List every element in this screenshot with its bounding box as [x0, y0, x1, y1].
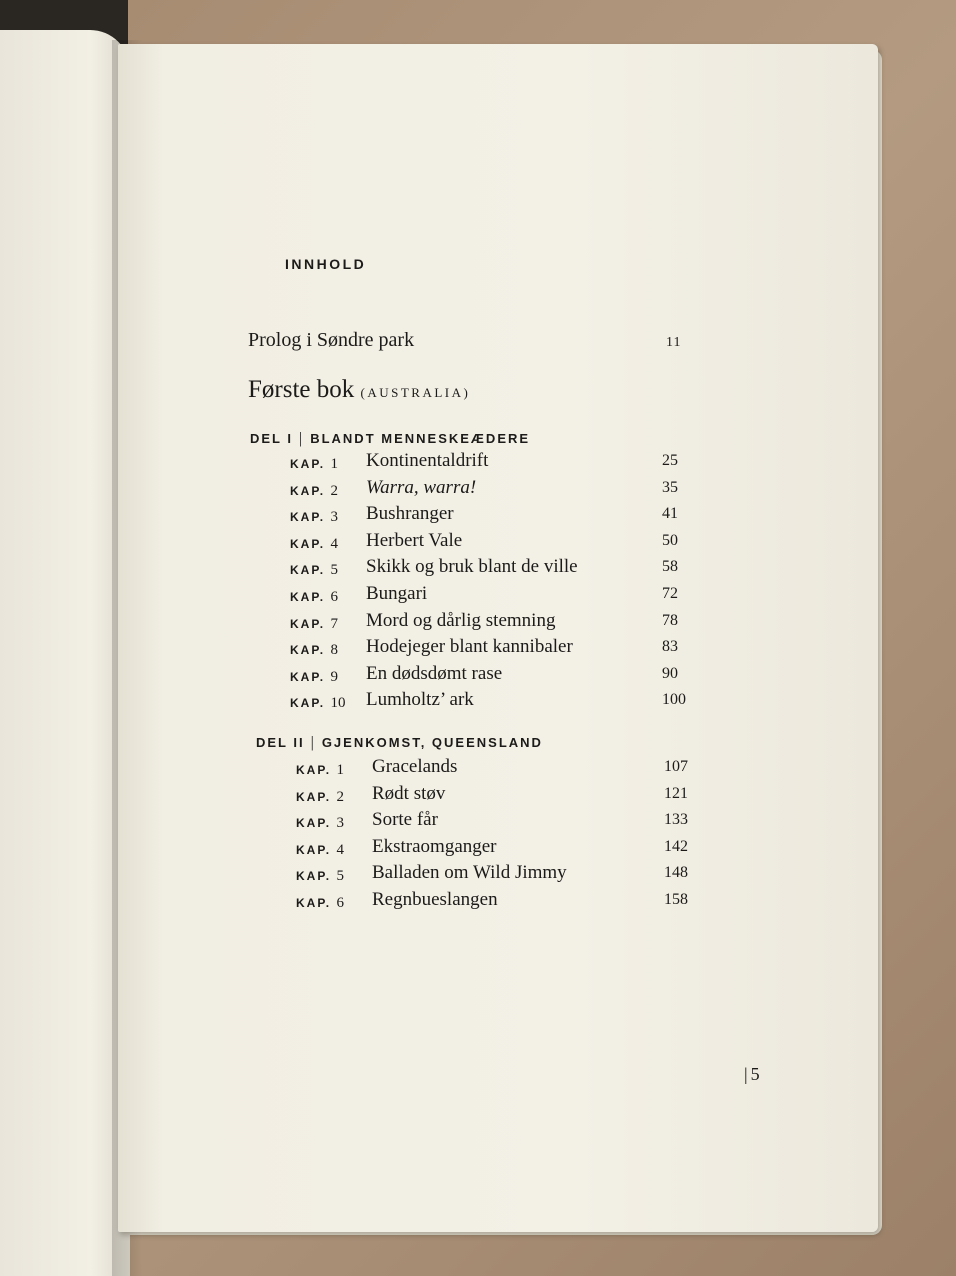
- chapter-title: Hodejeger blant kannibaler: [366, 636, 573, 658]
- chapter-title: Herbert Vale: [366, 529, 463, 551]
- chapter-kap-word: KAP.: [290, 563, 326, 578]
- part-separator: |: [310, 734, 316, 751]
- book-title-text: Første bok: [248, 376, 355, 403]
- chapter-page: 100: [662, 691, 686, 709]
- chapter-page: 35: [662, 478, 678, 496]
- chapter-number: 2: [336, 788, 344, 805]
- chapter-title: Rødt støv: [372, 782, 446, 804]
- chapter-kap-word: KAP.: [296, 816, 332, 831]
- chapter-title: En dødsdømt rase: [366, 662, 503, 684]
- part-2-chapter-list: [296, 756, 696, 916]
- chapter-label: [296, 842, 368, 859]
- chapter-number: 8: [330, 642, 338, 659]
- page-number: [744, 1064, 760, 1085]
- chapter-kap-word: KAP.: [290, 696, 326, 711]
- chapter-page: 50: [662, 531, 678, 549]
- chapter-page: 148: [664, 864, 688, 882]
- toc-chapter-item: [290, 530, 690, 557]
- chapter-kap-word: KAP.: [296, 869, 332, 884]
- part-1-chapter-list: [290, 450, 690, 716]
- toc-chapter-item: [296, 756, 696, 783]
- chapter-label: [290, 456, 362, 473]
- folio-number: 5: [750, 1064, 760, 1084]
- chapter-kap-word: KAP.: [290, 616, 326, 631]
- book-subtitle: (AUSTRALIA): [360, 385, 471, 400]
- toc-chapter-item: [290, 450, 690, 477]
- toc-chapter-item: [290, 503, 690, 530]
- toc-prolog-page: 11: [666, 335, 682, 350]
- toc-chapter-item: [296, 836, 696, 863]
- chapter-number: 9: [330, 668, 338, 685]
- chapter-kap-word: KAP.: [290, 589, 326, 604]
- chapter-page: 72: [662, 584, 678, 602]
- book-title: [248, 376, 470, 404]
- chapter-page: 107: [664, 758, 688, 775]
- chapter-title: Lumholtz’ ark: [366, 689, 474, 711]
- toc-chapter-item: [290, 477, 690, 504]
- toc-heading: INNHOLD: [285, 256, 367, 272]
- chapter-label: [290, 695, 362, 712]
- left-page: [0, 30, 130, 1276]
- chapter-number: 7: [330, 615, 338, 632]
- chapter-title: Warra, warra!: [366, 476, 477, 498]
- chapter-label: [290, 589, 362, 606]
- chapter-kap-word: KAP.: [296, 763, 332, 777]
- toc-chapter-item: [290, 556, 690, 583]
- chapter-number: 3: [330, 509, 338, 526]
- chapter-kap-word: KAP.: [296, 895, 332, 910]
- chapter-title: Skikk og bruk blant de ville: [366, 556, 578, 578]
- part-separator: |: [299, 430, 305, 447]
- right-page: [118, 44, 878, 1232]
- toc-chapter-item: [296, 862, 696, 889]
- chapter-kap-word: KAP.: [296, 842, 332, 857]
- chapter-page: 133: [664, 811, 688, 829]
- chapter-page: 83: [662, 638, 678, 656]
- chapter-label: [290, 562, 362, 579]
- chapter-label: [290, 616, 362, 633]
- chapter-page: 158: [664, 890, 688, 908]
- chapter-title: Regnbueslangen: [372, 888, 498, 910]
- chapter-number: 1: [336, 762, 344, 778]
- toc-chapter-item: [290, 636, 690, 663]
- chapter-number: 5: [336, 868, 344, 885]
- chapter-number: 1: [330, 456, 338, 472]
- toc-prolog-title: Prolog i Søndre park: [248, 329, 415, 351]
- chapter-title: Ekstraomganger: [372, 835, 497, 857]
- part-1-title: BLANDT MENNESKEÆDERE: [310, 431, 531, 446]
- toc-chapter-item: [290, 610, 690, 637]
- chapter-kap-word: KAP.: [290, 510, 326, 525]
- chapter-title: Sorte får: [372, 809, 438, 831]
- chapter-number: 4: [336, 841, 344, 858]
- chapter-page: 78: [662, 611, 678, 629]
- part-2-title: GJENKOMST, QUEENSLAND: [321, 735, 543, 750]
- chapter-title: Bungari: [366, 582, 428, 604]
- chapter-title: Kontinentaldrift: [366, 450, 489, 471]
- chapter-label: [290, 642, 362, 659]
- chapter-kap-word: KAP.: [290, 536, 326, 551]
- chapter-number: 10: [330, 695, 346, 712]
- chapter-page: 58: [662, 558, 678, 576]
- chapter-number: 3: [336, 815, 344, 832]
- chapter-label: [290, 536, 362, 553]
- chapter-label: [296, 815, 368, 832]
- chapter-label: [296, 762, 368, 779]
- toc-chapter-item: [296, 783, 696, 810]
- part-1-label: DEL I: [250, 431, 293, 446]
- toc-chapter-item: [296, 889, 696, 916]
- chapter-label: [290, 483, 362, 500]
- part-2-heading: [256, 734, 543, 752]
- chapter-title: Balladen om Wild Jimmy: [372, 862, 567, 884]
- chapter-title: Bushranger: [366, 503, 454, 525]
- part-2-label: DEL II: [256, 735, 305, 750]
- chapter-label: [290, 509, 362, 526]
- chapter-number: 5: [330, 562, 338, 579]
- chapter-title: Gracelands: [372, 756, 458, 777]
- toc-chapter-item: [290, 689, 690, 716]
- chapter-number: 6: [336, 894, 344, 911]
- chapter-page: 121: [664, 784, 688, 802]
- chapter-kap-word: KAP.: [290, 669, 326, 684]
- chapter-kap-word: KAP.: [290, 643, 326, 658]
- chapter-label: [296, 895, 368, 912]
- chapter-number: 4: [330, 535, 338, 552]
- chapter-kap-word: KAP.: [290, 483, 326, 498]
- chapter-page: 41: [662, 505, 678, 523]
- chapter-label: [296, 789, 368, 806]
- chapter-number: 6: [330, 588, 338, 605]
- toc-chapter-item: [290, 663, 690, 690]
- chapter-kap-word: KAP.: [296, 789, 332, 804]
- part-1-heading: [250, 430, 530, 448]
- toc-chapter-item: [290, 583, 690, 610]
- chapter-page: 90: [662, 664, 678, 682]
- chapter-label: [290, 669, 362, 686]
- chapter-kap-word: KAP.: [290, 457, 326, 471]
- chapter-number: 2: [330, 482, 338, 499]
- chapter-label: [296, 868, 368, 885]
- folio-bar: |: [744, 1064, 748, 1084]
- toc-chapter-item: [296, 809, 696, 836]
- chapter-page: 142: [664, 837, 688, 855]
- chapter-page: 25: [662, 452, 678, 469]
- chapter-title: Mord og dårlig stemning: [366, 609, 556, 631]
